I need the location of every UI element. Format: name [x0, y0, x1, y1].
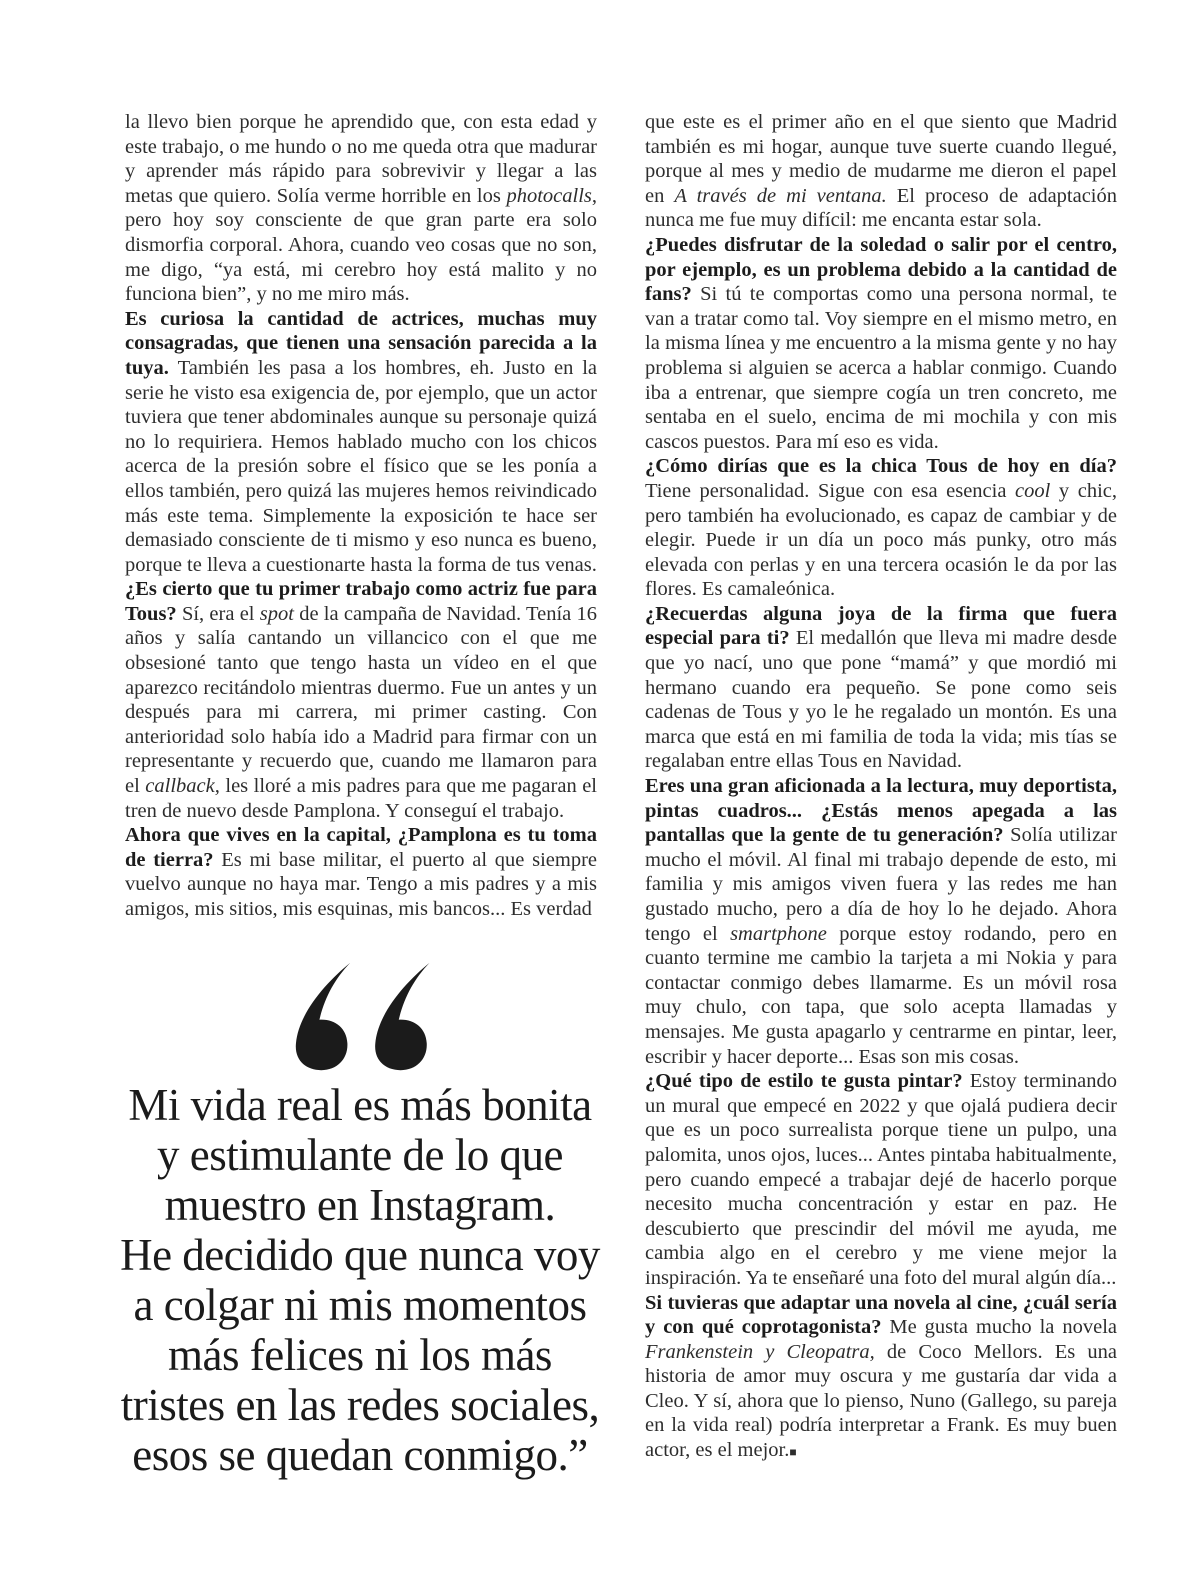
answer-text: , pero hoy soy consciente de que gran parte era solo dismorfia corporal. Ahora, cuando veo cosas que no son, me digo, “ya está, mi cerebro hoy está malito y no funciona bien”, y no me miro más.	[125, 184, 597, 306]
article-column-right	[645, 110, 1117, 1465]
answer-text: que este es el primer año en el que siento que Madrid también es mi hogar, aunque tuve suerte cuando llegué, porque al mes y medio de mudarme me dieron el papel en	[645, 111, 1117, 207]
question-text: Es curiosa la cantidad de actrices, muchas muy consagradas, que tienen una sensación parecida a la tuya.	[125, 307, 597, 379]
paragraph	[645, 602, 1117, 774]
answer-text: les lloré a mis padres para que me pagaran el tren de nuevo desde Pamplona. Y conseguí el trabajo.	[125, 775, 597, 822]
question-text: Ahora que vives en la capital, ¿Pamplona es tu toma de tierra?	[125, 824, 597, 871]
pull-quote-line: esos se quedan conmigo.”	[132, 1430, 588, 1480]
answer-text: Es mi base militar, el puerto al que siempre vuelvo aunque no haya mar. Tengo a mis padres y a mis amigos, mis sitios, mis esquinas, mis bancos... Es verdad	[125, 848, 597, 920]
pull-quote-line: He decidido que nunca voy	[120, 1230, 600, 1280]
paragraph	[645, 1291, 1117, 1465]
answer-text: y chic, pero también ha evolucionado, es capaz de cambiar y de elegir. Puede ir un día un poco más punky, otro más elevada con perlas y en una tercera ocasión le da por las flores. Es camaleónica.	[645, 479, 1117, 601]
answer-text: smartphone	[730, 922, 827, 945]
answer-text: Solía utilizar mucho el móvil. Al final mi trabajo depende de esto, mi familia y mis amigos viven fuera y las redes me han gustado mucho, pero a día de hoy lo he dejado. Ahora tengo el	[645, 824, 1117, 945]
answer-text: El proceso de adaptación nunca me fue muy difícil: me encanta estar sola.	[645, 184, 1118, 232]
pull-quote-line: Mi vida real es más bonita	[128, 1080, 592, 1130]
answer-text: Sí, era el	[181, 602, 260, 625]
pull-quote-text	[88, 1080, 632, 1480]
answer-text: Tiene personalidad. Sigue con esa esencia	[645, 479, 1016, 502]
pull-quote-line: más felices ni los más	[168, 1330, 552, 1380]
end-mark: ■	[789, 1445, 797, 1460]
answer-text: photocalls	[506, 184, 592, 207]
question-text: Si tuvieras que adaptar una novela al cine, ¿cuál sería y con qué coprotagonista?	[645, 1291, 1117, 1339]
question-text: Eres una gran aficionada a la lectura, muy deportista, pintas cuadros... ¿Estás menos apegada a las pantallas que la gente de tu generación?	[645, 775, 1117, 847]
article-column-left	[125, 110, 597, 922]
paragraph	[125, 823, 597, 921]
answer-text: cool	[1015, 479, 1051, 502]
pull-quote-line: y estimulante de lo que	[157, 1130, 563, 1180]
paragraph	[645, 774, 1117, 1069]
question-text: ¿Es cierto que tu primer trabajo como actriz fue para Tous?	[125, 578, 597, 625]
paragraph	[125, 577, 597, 823]
answer-text: porque estoy rodando, pero en cuanto termine me cambio la tarjeta a mi Nokia y para contactar conmigo debes llamarme. Es un móvil rosa muy chulo, con tapa, que solo acepta llamadas y mensajes. Me gusta apagarlo y centrarme en pintar, leer, escribir y hacer deporte... Esas son mis cosas.	[645, 922, 1117, 1068]
pull-quote	[88, 962, 632, 1480]
answer-text: También les pasa a los hombres, eh. Justo en la serie he visto esa exigencia de, por ejemplo, que un actor tuviera que tener abdominales aunque su personaje quizá no lo requiriera. Hemos hablado mucho con los chicos acerca de la presión sobre el físico que se les ponía a ellos también, pero quizá las mujeres hemos reivindicado más este tema. Simplemente la exposición te hace ser demasiado consciente de ti mismo y eso nunca es bueno, porque te lleva a cuestionarte hasta la forma de tus venas.	[125, 356, 597, 576]
answer-text: de la campaña de Navidad. Tenía 16 años y salía cantando un villancico con el que me obsesioné tanto que tengo hasta un vídeo en el que aparezco recitándolo mientras duermo. Fue un antes y un después para mi carrera, mi primer casting. Con anterioridad solo había ido a Madrid para firmar con un representante y recuerdo que, cuando me llamaron para el	[125, 602, 597, 798]
question-text: ¿Qué tipo de estilo te gusta pintar?	[645, 1070, 970, 1093]
answer-text: de Coco Mellors. Es una historia de amor muy oscura y me gustaría dar vida a Cleo. Y sí, ahora que lo pienso, Nuno (Gallego, su pareja en la vida real) podría interpretar a Frank. Es muy buen actor, es el mejor.	[645, 1340, 1118, 1462]
paragraph	[645, 233, 1117, 454]
answer-text: callback,	[145, 775, 220, 798]
question-text: ¿Puedes disfrutar de la soledad o salir por el centro, por ejemplo, es un problema debido a la cantidad de fans?	[645, 233, 1117, 306]
paragraph	[645, 454, 1117, 602]
open-double-quote-icon	[88, 962, 632, 1074]
answer-text: Me gusta mucho la novela	[889, 1316, 1117, 1339]
paragraph	[125, 110, 597, 307]
pull-quote-line: a colgar ni mis momentos	[133, 1280, 587, 1330]
answer-text: spot	[259, 602, 294, 625]
answer-text: A través de mi ventana.	[674, 184, 887, 207]
answer-text: la llevo bien porque he aprendido que, con esta edad y este trabajo, o me hundo o no me queda otra que madurar y aprender más rápido para sobrevivir y llegar a las metas que quiero. Solía verme horrible en los	[125, 111, 597, 207]
answer-text: Si tú te comportas como una persona normal, te van a tratar como tal. Voy siempre en el mismo metro, en la misma línea y me encuentro a la misma gente y no hay problema si alguien se acerca a hablar conmigo. Cuando iba a entrenar, que siempre cogía un tren concreto, me sentaba en el suelo, encima de mi mochila y con mis cascos puestos. Para mí eso es vida.	[645, 283, 1117, 453]
pull-quote-line: muestro en Instagram.	[164, 1180, 556, 1230]
paragraph	[645, 1069, 1117, 1290]
answer-text: Estoy terminando un mural que empecé en 2022 y que ojalá pudiera decir que es un poco surrealista porque tiene un pulpo, una palomita, unos ojos, luces... Antes pintaba habitualmente, pero cuando empecé a trabajar dejé de hacerlo porque necesito mucha concentración y estar en paz. He descubierto que prescindir del móvil me ayuda, me cambia algo en el cerebro y me viene mejor la inspiración. Ya te enseñaré una foto del mural algún día...	[645, 1070, 1118, 1289]
answer-text: Frankenstein y Cleopatra,	[645, 1340, 875, 1363]
question-text: ¿Recuerdas alguna joya de la firma que fuera especial para ti?	[645, 602, 1117, 650]
answer-text: El medallón que lleva mi madre desde que yo nací, uno que pone “mamá” y que mordió mi hermano cuando era pequeño. Se pone como seis cadenas de Tous y yo le he regalado un montón. Es una marca que está en mi familia de toda la vida; mis tías se regalaban entre ellas Tous en Navidad.	[645, 627, 1117, 773]
paragraph	[125, 307, 597, 578]
pull-quote-line: tristes en las redes sociales,	[120, 1380, 600, 1430]
paragraph	[645, 110, 1117, 233]
question-text: ¿Cómo dirías que es la chica Tous de hoy en día?	[645, 455, 1117, 478]
